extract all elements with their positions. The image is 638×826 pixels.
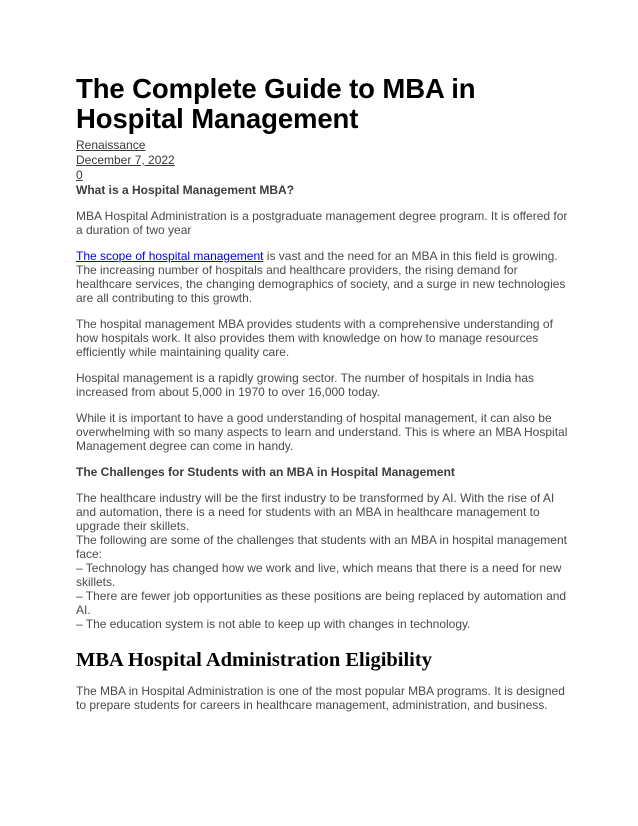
challenge-item: – There are fewer job opportunities as these positions are being replaced by automation and AI. — [76, 589, 567, 617]
paragraph-scope-text: is vast and the need for an MBA in this field is growing. The increasing number of hospitals and healthcare providers, the rising demand for healthcare services, the changing demographics of society, and a surge in new technologies are all contributing to this growth. — [76, 249, 566, 305]
paragraph-challenges-intro: The following are some of the challenges that students with an MBA in hospital management face: — [76, 533, 567, 561]
paragraph-intro: MBA Hospital Administration is a postgraduate management degree program. It is offered for a duration of two year — [76, 209, 568, 237]
comments-link[interactable]: 0 — [76, 168, 83, 182]
author-link[interactable]: Renaissance — [76, 138, 146, 152]
paragraph-understanding: While it is important to have a good understanding of hospital management, it can also be overwhelming with so many aspects to learn and understand. This is where an MBA Hospital Management degree can come in handy. — [76, 411, 568, 453]
section-heading-eligibility: MBA Hospital Administration Eligibility — [76, 649, 432, 671]
scope-link[interactable]: The scope of hospital management — [76, 249, 264, 263]
paragraph-overview: The hospital management MBA provides students with a comprehensive understanding of how hospitals work. It also provides them with knowledge on how to manage resources efficiently while maintaining quality care. — [76, 317, 553, 359]
article-meta — [76, 138, 568, 183]
paragraph-growth: Hospital management is a rapidly growing sector. The number of hospitals in India has increased from about 5,000 in 1970 to over 16,000 today. — [76, 371, 535, 399]
paragraph-scope — [76, 249, 568, 305]
section-heading-what-is: What is a Hospital Management MBA? — [76, 183, 295, 197]
article-title: The Complete Guide to MBA in Hospital Management — [76, 73, 476, 134]
paragraph-ai: The healthcare industry will be the first industry to be transformed by AI. With the rise of AI and automation, there is a need for students with an MBA in healthcare management to upgrade their skillets. — [76, 491, 555, 533]
challenge-item: – The education system is not able to keep up with changes in technology. — [76, 617, 471, 631]
paragraph-eligibility: The MBA in Hospital Administration is one of the most popular MBA programs. It is designed to prepare students for careers in healthcare management, administration, and business. — [76, 684, 565, 712]
challenge-item: – Technology has changed how we work and live, which means that there is a need for new skillets. — [76, 561, 562, 589]
date-link[interactable]: December 7, 2022 — [76, 153, 175, 167]
section-heading-challenges: The Challenges for Students with an MBA in Hospital Management — [76, 465, 455, 479]
